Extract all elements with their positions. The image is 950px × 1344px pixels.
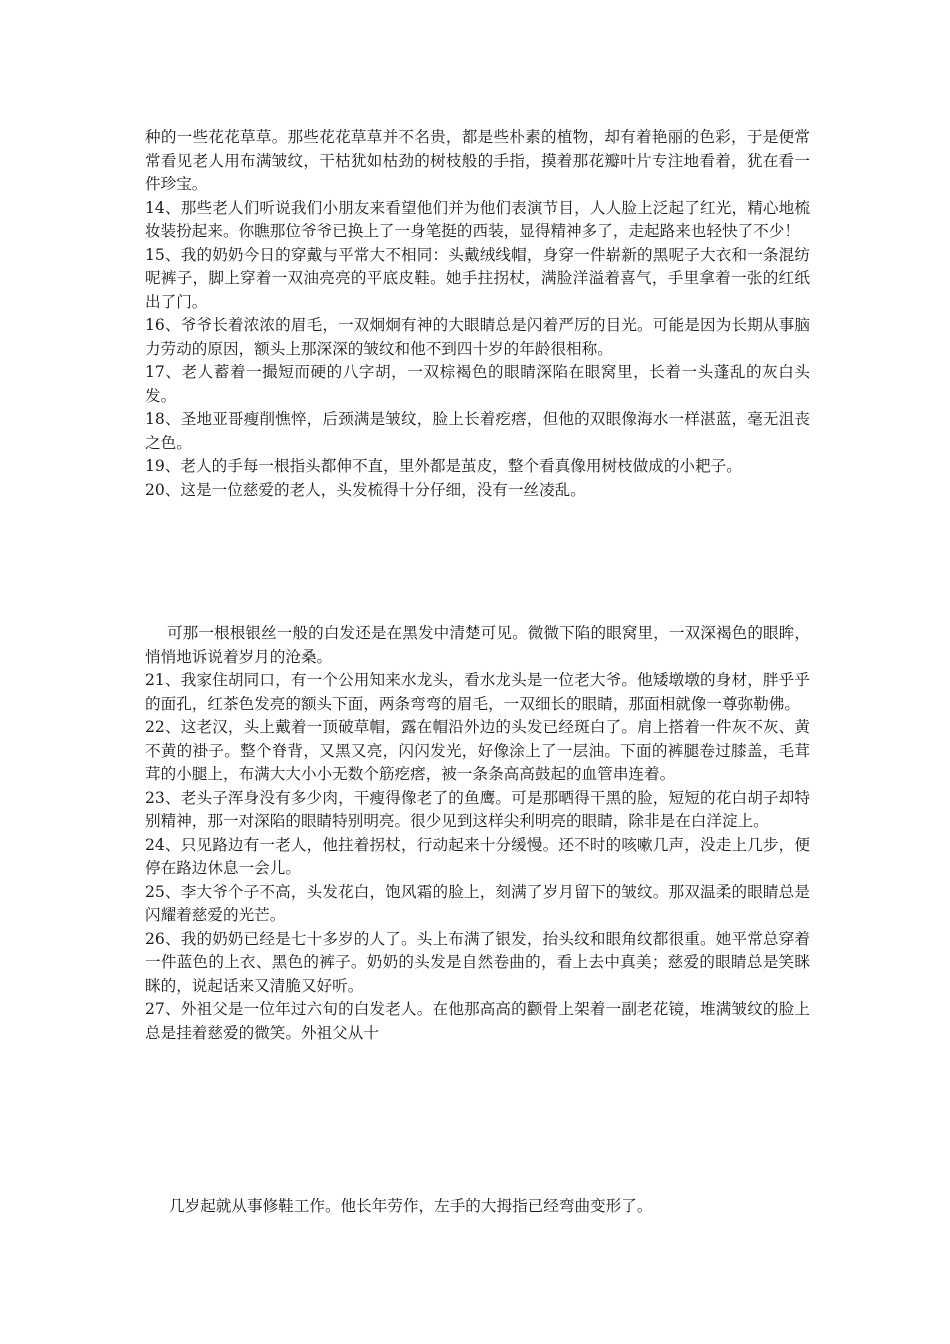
paragraph-continuation: 种的一些花花草草。那些花花草草并不名贵，都是些朴素的植物，却有着艳丽的色彩，于是便常常看见老人用布满皱纹，干枯犹如枯劲的树枝般的手指，摸着那花瓣叶片专注地看着，犹在看一件珍宝。 [145, 128, 810, 193]
paragraph-intro: 可那一根根银丝一般的白发还是在黑发中清楚可见。微微下陷的眼窝里，一双深褐色的眼眸，悄悄地诉说着岁月的沧桑。 [145, 624, 810, 666]
text-block-top [145, 126, 810, 502]
paragraph-20: 20、这是一位慈爱的老人，头发梳得十分仔细，没有一丝凌乱。 [145, 480, 586, 499]
paragraph-23: 23、老头子浑身没有多少肉，干瘦得像老了的鱼鹰。可是那晒得干黑的脸，短短的花白胡子却特别精神，那一对深陷的眼睛特别明亮。很少见到这样尖利明亮的眼睛，除非是在白洋淀上。 [145, 788, 810, 830]
paragraph-tail: 几岁起就从事修鞋工作。他长年劳作，左手的大拇指已经弯曲变形了。 [169, 1197, 653, 1215]
paragraph-14: 14、那些老人们听说我们小朋友来看望他们并为他们表演节目，人人脸上泛起了红光，精心地梳妆装扮起来。你瞧那位爷爷已换上了一身笔挺的西装，显得精神多了，走起路来也轻快了不少！ [145, 198, 810, 240]
paragraph-25: 25、李大爷个子不高，头发花白，饱风霜的脸上，刻满了岁月留下的皱纹。那双温柔的眼睛总是闪耀着慈爱的光芒。 [145, 882, 810, 924]
paragraph-16: 16、爷爷长着浓浓的眉毛，一双炯炯有神的大眼睛总是闪着严厉的目光。可能是因为长期从事脑力劳动的原因，额头上那深深的皱纹和他不到四十岁的年龄很相称。 [145, 316, 810, 358]
paragraph-18: 18、圣地亚哥瘦削憔悴，后颈满是皱纹，脸上长着疙瘩，但他的双眼像海水一样湛蓝，毫无沮丧之色。 [145, 410, 810, 452]
paragraph-17: 17、老人蓄着一撮短而硬的八字胡，一双棕褐色的眼睛深陷在眼窝里，长着一头蓬乱的灰白头发。 [145, 363, 810, 405]
paragraph-27: 27、外祖父是一位年过六旬的白发老人。在他那高高的颧骨上架着一副老花镜，堆满皱纹的脸上总是挂着慈爱的微笑。外祖父从十 [145, 1000, 810, 1042]
text-block-middle [145, 622, 810, 1045]
paragraph-19: 19、老人的手每一根指头都伸不直，里外都是茧皮，整个看真像用树枝做成的小耙子。 [145, 457, 742, 475]
paragraph-26: 26、我的奶奶已经是七十多岁的人了。头上布满了银发，抬头纹和眼角纹都很重。她平常总穿着一件蓝色的上衣、黑色的裤子。奶奶的头发是自然卷曲的，看上去中真美；慈爱的眼睛总是笑眯眯的，说起话来又清脆又好听。 [145, 929, 810, 995]
paragraph-24: 24、只见路边有一老人，他拄着拐杖，行动起来十分缓慢。还不时的咳嗽几声，没走上几步，便停在路边休息一会儿。 [145, 835, 810, 877]
text-block-bottom [145, 1195, 810, 1219]
paragraph-22: 22、这老汉，头上戴着一顶破草帽，露在帽沿外边的头发已经斑白了。肩上搭着一件灰不灰、黄不黄的褂子。整个脊背，又黑又亮，闪闪发光，好像涂上了一层油。下面的裤腿卷过膝盖，毛茸茸的小腿上，布满大大小小无数个筋疙瘩，被一条条高高鼓起的血管串连着。 [145, 718, 810, 783]
paragraph-21: 21、我家住胡同口，有一个公用知来水龙头，看水龙头是一位老大爷。他矮墩墩的身材，胖乎乎的面孔，红茶色发亮的额头下面，两条弯弯的眉毛，一双细长的眼睛，那面相就像一尊弥勒佛。 [145, 671, 810, 713]
paragraph-15: 15、我的奶奶今日的穿戴与平常大不相同：头戴绒线帽，身穿一件崭新的黑呢子大衣和一条混纺呢裤子，脚上穿着一双油亮亮的平底皮鞋。她手拄拐杖，满脸洋溢着喜气，手里拿着一张的红纸出了门。 [145, 245, 810, 311]
